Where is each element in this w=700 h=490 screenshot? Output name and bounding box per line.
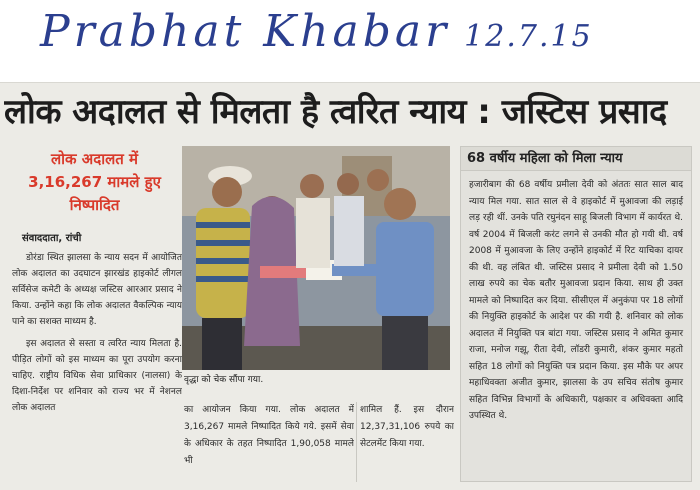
column-divider: [356, 402, 357, 482]
news-photo: [182, 146, 450, 370]
side-news-box: [460, 146, 692, 482]
handwritten-date: 12.7.15: [464, 19, 593, 54]
side-box-body: हजारीबाग की 68 वर्षीय प्रमीला देवी को अंततः सात साल बाद न्याय मिल गया. सात साल से वे हाइकोर्ट में मुआवजा की लड़ाई लड़ रही थीं. उनके पति रघुनंदन साहू बिजली विभाग में कार्यरत थे. वर्ष 2004 में बिजली करंट लगने से उनकी मौत हो गयी थी. वर्ष 2008 में मुआवजा के लिए उन्होंने हाइकोर्ट में रिट याचिका दायर की थी. वह लंबित थी. जस्टिस प्रसाद ने प्रमीला देवी को 1.50 लाख रुपये का चेक बतौर मुआवजा प्रदान किया. साथ ही उक्त मामले को निष्पादित कर दिया. सीसीएल में अनुकंपा पर 18 लोगों की नियुक्ति हाइकोर्ट के आदेश पर की गयी है. शनिवार को लोक अदालत में नियुक्ति पत्र बांटा गया. जस्टिस प्रसाद ने अमित कुमार राजा, मनोज गझू, रीता देवी, लॉडरी कुमारी, शंकर कुमार महतो सहित 18 लोगों को नियुक्ति पत्र प्रदान किया. इस मौके पर अपर महाधिवक्ता अजीत कुमार, झालसा के उप सचिव संतोष कुमार सहित विभिन्न विभागों के अधिकारी, पक्षकार व अधिवक्ता आदि उपस्थित थे.: [469, 180, 683, 421]
highlight-subheading: लोक अदालत में 3,16,267 मामले हुए निष्पादित: [28, 150, 161, 214]
headline: लोक अदालत से मिलता है त्वरित न्याय : जस्टिस प्रसाद: [4, 92, 667, 132]
left-article-column: [12, 250, 182, 482]
middle-article-column-2: शामिल हैं. इस दौरान 12,37,31,106 रुपये का सेटलमेंट किया गया.: [360, 405, 454, 449]
photo-illustration: [182, 146, 450, 370]
photo-caption: वृद्धा को चेक सौंपा गया.: [184, 375, 264, 385]
left-paragraph-2: इस अदालत से सस्ता व त्वरित न्याय मिलता है. पीड़ित लोगों को इस माध्यम का पूरा उपयोग करना चाहिए. राष्ट्रीय विधिक सेवा प्राधिकार (नालसा) के दिशा-निर्देश पर शनिवार को राज्य भर में नेशनल लोक अदालत: [12, 339, 182, 413]
handwritten-source: Prabhat Khabar: [40, 6, 451, 57]
byline: संवाददाता, रांची: [22, 233, 82, 244]
side-box-title: 68 वर्षीय महिला को मिला न्याय: [461, 147, 691, 171]
handwritten-annotation: [40, 6, 593, 76]
middle-article-column-1: का आयोजन किया गया. लोक अदालत में 3,16,267 मामले निष्पादित किये गये. इसमें सेवा के अधिकार के तहत निष्पादित 1,90,058 मामले भी: [184, 405, 354, 466]
left-paragraph-1: डोरंडा स्थित झालसा के न्याय सदन में आयोजित लोक अदालत का उदघाटन झारखंड हाइकोर्ट लीगल सर्विसेज कमेटी के अध्यक्ष जस्टिस आरआर प्रसाद ने किया. उन्होंने कहा कि लोक अदालत वैकल्पिक न्याय पाने का सशक्त माध्यम है.: [12, 253, 182, 327]
